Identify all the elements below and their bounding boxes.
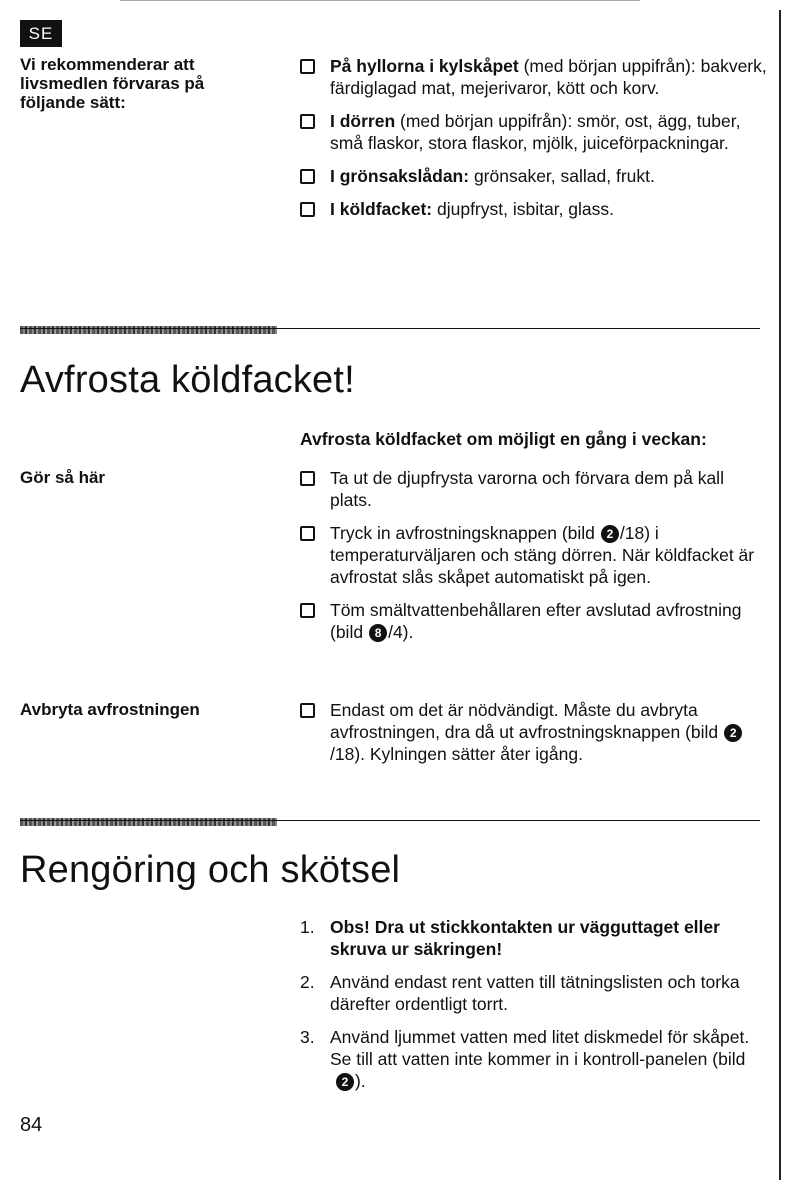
figure-ref-icon: 2 [601, 525, 619, 543]
scan-edge-top [120, 0, 640, 1]
cleaning-item: 3. Använd ljummet vatten med litet diskmedel för skåpet. Se till att vatten inte kommer in i kontroll-panelen (bild2 ). [300, 1027, 750, 1091]
cleaning-list [300, 916, 770, 1103]
page-number: 84 [20, 1114, 43, 1136]
storage-item: I dörren (med början uppifrån): smör, ost, ägg, tuber, små flaskor, stora flaskor, mjölk, juiceförpackningar. [300, 110, 770, 154]
intro-label: Vi rekommenderar att livsmedlen förvaras på följande sätt: [20, 55, 205, 112]
cleaning-item: 2. Använd endast rent vatten till tätningslisten och torka därefter ordentligt torrt. [300, 972, 740, 1014]
figure-ref-icon: 2 [724, 724, 742, 742]
scan-edge-right [779, 10, 781, 1180]
cleaning-item: 1. Obs! Dra ut stickkontakten ur vägguttaget eller skruva ur säkringen! [300, 917, 720, 959]
defrost-heading: Avfrosta köldfacket! [20, 359, 355, 401]
checkbox-square-icon [300, 169, 315, 184]
defrost-subheading: Avfrosta köldfacket om möjligt en gång i veckan: [300, 429, 707, 449]
abort-defrost-label: Avbryta avfrostningen [20, 700, 200, 719]
language-badge: SE [20, 20, 62, 47]
defrost-step: Tryck in avfrostningsknappen (bild 2 /18) i temperaturväljaren och stäng dörren. När köldfacket är avfrostat slås skåpet automatiskt på igen. [300, 522, 770, 588]
figure-ref-icon: 8 [369, 624, 387, 642]
abort-step: Endast om det är nödvändigt. Måste du avbryta avfrostningen, dra då ut avfrostningsknappen (bild 2/18). Kylningen sätter åter igång. [300, 699, 770, 765]
storage-item: I grönsakslådan: grönsaker, sallad, frukt. [300, 165, 770, 187]
cleaning-heading: Rengöring och skötsel [20, 849, 401, 891]
figure-ref-icon: 2 [336, 1073, 354, 1091]
checkbox-square-icon [300, 703, 315, 718]
checkbox-square-icon [300, 59, 315, 74]
checkbox-square-icon [300, 202, 315, 217]
section-divider-line [20, 328, 760, 329]
checkbox-square-icon [300, 603, 315, 618]
defrost-steps [300, 467, 770, 654]
defrost-step: Töm smältvattenbehållaren efter avslutad avfrostning (bild 8 /4). [300, 599, 770, 643]
storage-list [300, 55, 770, 231]
checkbox-square-icon [300, 114, 315, 129]
checkbox-square-icon [300, 471, 315, 486]
defrost-step: Ta ut de djupfrysta varorna och förvara dem på kall plats. [300, 467, 770, 511]
how-to-label: Gör så här [20, 468, 106, 487]
checkbox-square-icon [300, 526, 315, 541]
storage-item: I köldfacket: djupfryst, isbitar, glass. [300, 198, 770, 220]
abort-steps [300, 699, 770, 776]
storage-item: På hyllorna i kylskåpet (med början uppifrån): bakverk, färdiglagad mat, mejerivaror, kött och korv. [300, 55, 770, 99]
section-divider-line [20, 820, 760, 821]
